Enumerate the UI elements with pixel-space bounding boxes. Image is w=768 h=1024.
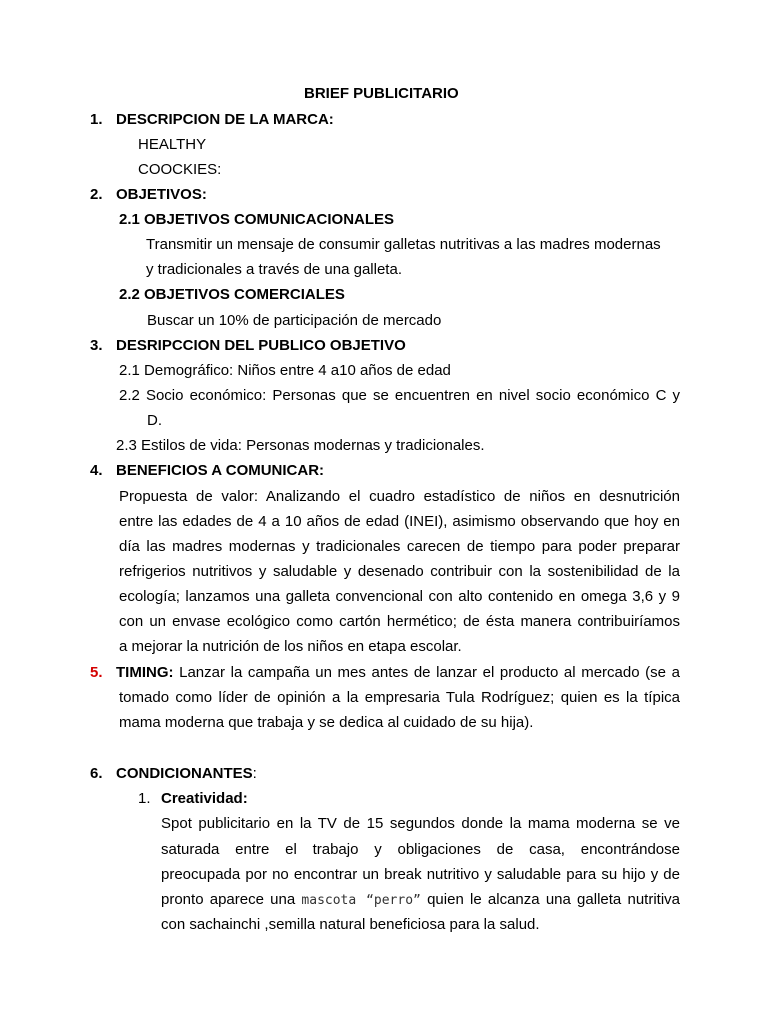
mascot-name: mascota “perro” <box>301 893 421 908</box>
section-4-line-3: día las madres modernas y tradicionales carecen de tiempo para poder preparar <box>119 538 680 555</box>
section-5-line-2: tomado como líder de opinión a la empresaria Tula Rodríguez; quien es la típica <box>119 689 680 706</box>
section-1-number: 1. <box>90 111 103 128</box>
subsection-6-1-line-5: con sachainchi ,semilla natural beneficiosa para la salud. <box>161 916 540 933</box>
section-4-line-6: con un envase ecológico como cartón hermético; de ésta manera contribuiríamos <box>119 613 680 630</box>
subsection-6-1-line-3: preocupada por no encontrar un break nutritivo y saludable para su hijo y de <box>161 866 680 883</box>
section-1-heading: DESCRIPCION DE LA MARCA: <box>116 111 334 128</box>
section-5-heading: TIMING: <box>116 664 174 681</box>
section-3-line-3: D. <box>147 412 162 429</box>
subsection-6-1-number: 1. <box>138 790 151 807</box>
section-2-heading: OBJETIVOS: <box>116 186 207 203</box>
section-5-line-3: mama moderna que trabaja y se dedica al cuidado de su hija). <box>119 714 534 731</box>
section-3-line-4: 2.3 Estilos de vida: Personas modernas y tradicionales. <box>116 437 485 454</box>
section-4-line-2: entre las edades de 4 a 10 años de edad (INEI), asimismo observando que hoy en <box>119 513 680 530</box>
subsection-6-1-heading: Creatividad: <box>161 790 248 807</box>
section-3-number: 3. <box>90 337 103 354</box>
line-4-post: quien le alcanza una galleta nutritiva <box>427 891 680 908</box>
subsection-2-1-line-1: Transmitir un mensaje de consumir galletas nutritivas a las madres modernas <box>146 236 661 253</box>
section-5-first-line-text: Lanzar la campaña un mes antes de lanzar el producto al mercado (se a <box>179 664 680 681</box>
line-4-pre: pronto aparece una <box>161 891 296 908</box>
section-4-line-1: Propuesta de valor: Analizando el cuadro estadístico de niños en desnutrición <box>119 488 680 505</box>
section-2-number: 2. <box>90 186 103 203</box>
brand-name-line-1: HEALTHY <box>138 136 207 153</box>
subsection-6-1-line-4 <box>161 891 680 910</box>
section-3-line-1: 2.1 Demográfico: Niños entre 4 a10 años de edad <box>119 362 451 379</box>
section-4-heading: BENEFICIOS A COMUNICAR: <box>116 462 325 479</box>
section-4-line-4: refrigerios nutritivos y saludable y desenado contribuir con la sostenibilidad de la <box>119 563 680 580</box>
subsection-2-2-line-1: Buscar un 10% de participación de mercado <box>147 312 442 329</box>
subsection-2-2-heading: 2.2 OBJETIVOS COMERCIALES <box>119 286 345 303</box>
section-5-number: 5. <box>90 664 103 681</box>
section-6-colon: : <box>252 765 257 782</box>
subsection-6-1-line-2: saturada entre el trabajo y obligaciones de casa, encontrándose <box>161 841 680 858</box>
section-5-first-line <box>116 664 680 682</box>
subsection-2-1-line-2: y tradicionales a través de una galleta. <box>146 261 402 278</box>
section-6-number: 6. <box>90 765 103 782</box>
section-4-line-7: a mejorar la nutrición de los niños en etapa escolar. <box>119 638 462 655</box>
brand-name-line-2: COOCKIES: <box>138 161 222 178</box>
section-4-line-5: ecología; lanzamos una galleta convencional con alto contenido en omega 3,6 y 9 <box>119 588 680 605</box>
section-3-line-2: 2.2 Socio económico: Personas que se encuentren en nivel socio económico C y <box>119 387 680 404</box>
document-title: BRIEF PUBLICITARIO <box>304 85 459 102</box>
section-4-number: 4. <box>90 462 103 479</box>
subsection-6-1-line-1: Spot publicitario en la TV de 15 segundos donde la mama moderna se ve <box>161 815 680 832</box>
section-3-heading: DESRIPCCION DEL PUBLICO OBJETIVO <box>116 337 406 354</box>
subsection-2-1-heading: 2.1 OBJETIVOS COMUNICACIONALES <box>119 211 395 228</box>
section-6-heading-line <box>116 765 257 783</box>
section-6-heading: CONDICIONANTES <box>116 765 253 782</box>
